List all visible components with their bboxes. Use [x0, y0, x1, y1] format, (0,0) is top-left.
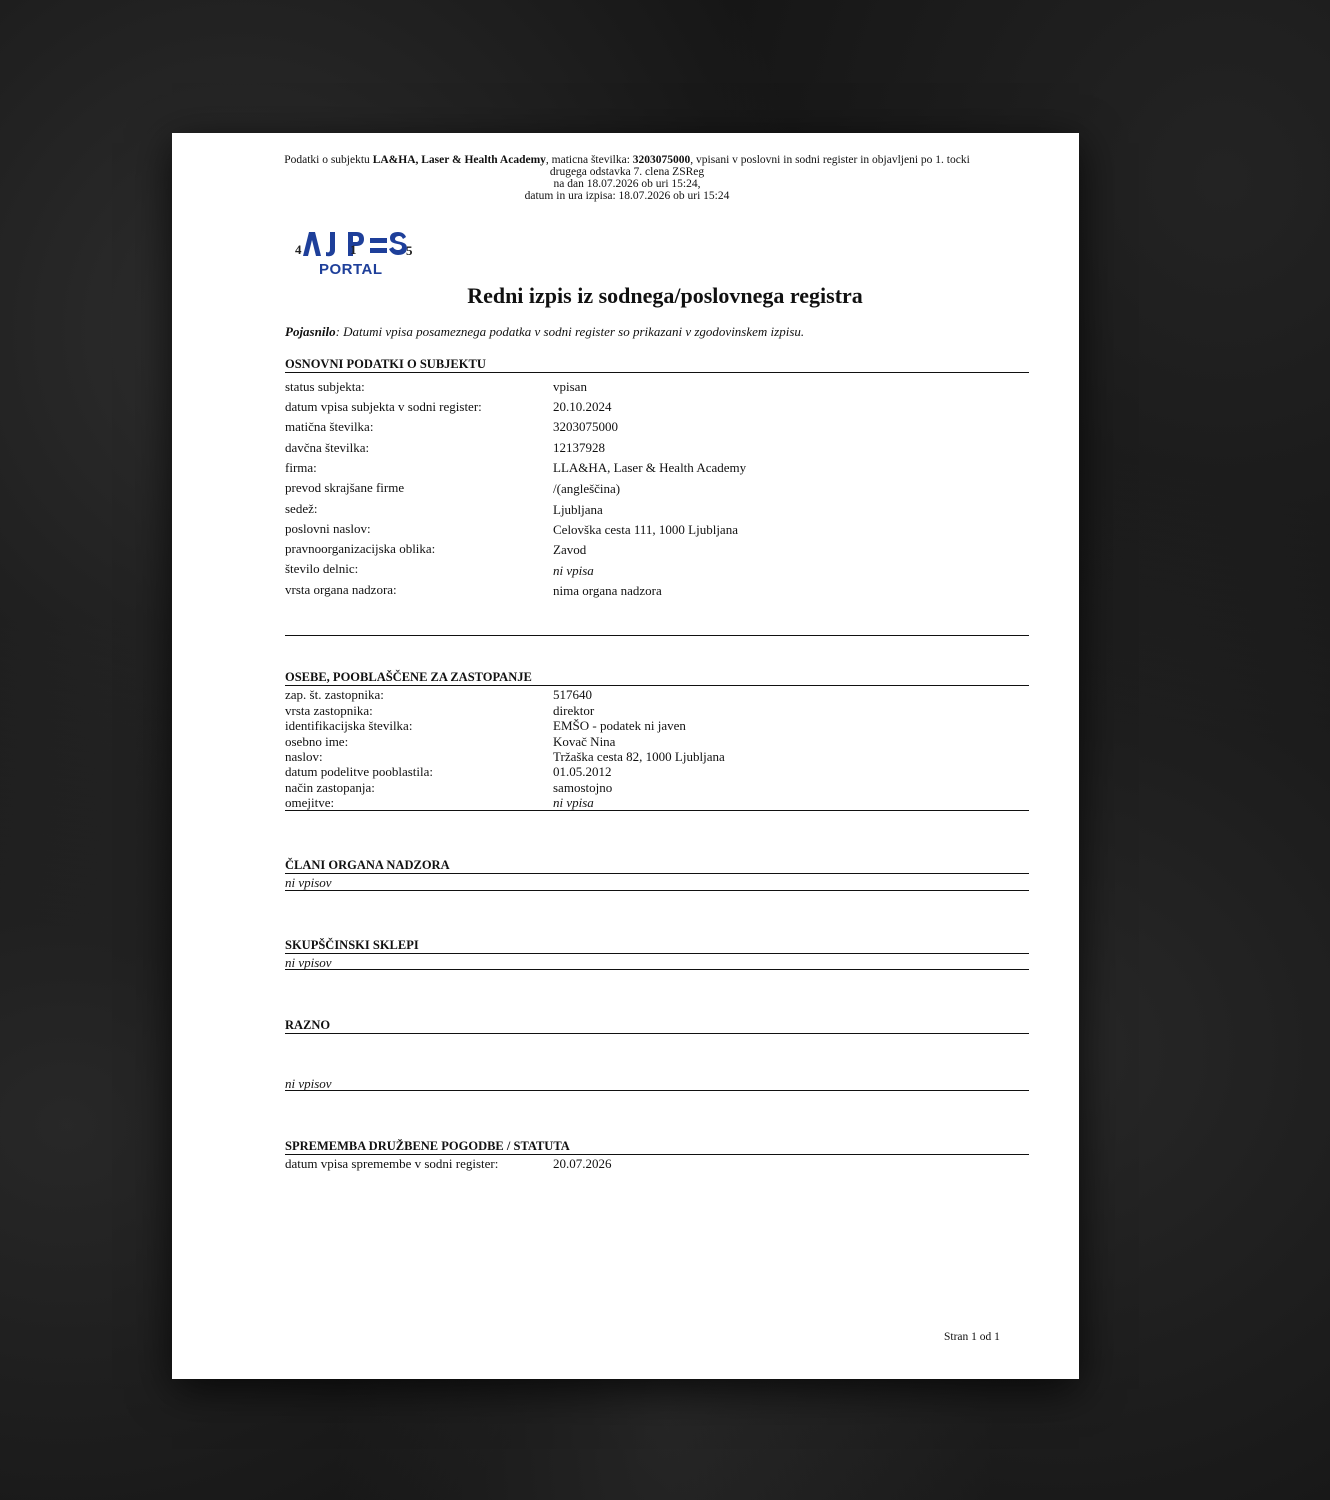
- field-label: matična številka:: [285, 419, 374, 434]
- field-label: pravnoorganizacijska oblika:: [285, 541, 436, 556]
- field-label: vrsta organa nadzora:: [285, 582, 397, 597]
- header-line-4: datum in ura izpisa: 18.07.2026 ob uri 15:24: [524, 190, 730, 202]
- no-entries-note: ni vpisov: [285, 875, 332, 890]
- field-value: samostojno: [553, 780, 613, 795]
- field-label: naslov:: [285, 749, 323, 764]
- register-extract-page: [172, 133, 1079, 1379]
- legend-label: Pojasnilo: [285, 324, 336, 339]
- section-heading-representatives: OSEBE, POOBLAŠČENE ZA ZASTOPANJE: [285, 671, 1029, 686]
- field-value: 20.07.2026: [553, 1156, 612, 1171]
- section-divider: [285, 890, 1029, 891]
- section-divider: [285, 810, 1029, 811]
- logo-digit-4: 4: [295, 242, 302, 257]
- field-label: vrsta zastopnika:: [285, 703, 373, 718]
- field-label: število delnic:: [285, 561, 359, 576]
- field-value: vpisan: [553, 379, 587, 394]
- header-reg-number: 3203075000: [632, 154, 691, 166]
- field-label: način zastopanja:: [285, 780, 375, 795]
- field-label: osebno ime:: [285, 734, 349, 749]
- no-entries-note: ni vpisov: [285, 955, 332, 970]
- legend-text: : Datumi vpisa posameznega podatka v sodni register so prikazani v zgodovinskem izpisu.: [335, 324, 805, 339]
- header-line-2: drugega odstavka 7. clena ZSReg: [549, 166, 705, 178]
- section-heading-misc: RAZNO: [285, 1019, 1029, 1034]
- section-divider: [285, 1090, 1029, 1091]
- field-value: EMŠO - podatek ni javen: [553, 718, 686, 733]
- field-value: Tržaška cesta 82, 1000 Ljubljana: [553, 749, 725, 764]
- logo-digit-1: 1: [350, 242, 357, 257]
- field-value: Kovač Nina: [553, 734, 616, 749]
- field-value: 517640: [553, 687, 592, 702]
- field-value: nima organa nadzora: [553, 583, 662, 598]
- document-title: Redni izpis iz sodnega/poslovnega registra: [467, 283, 863, 308]
- field-value: ni vpisa: [553, 795, 594, 810]
- field-label: firma:: [285, 460, 317, 475]
- field-value: Celovška cesta 111, 1000 Ljubljana: [553, 522, 738, 537]
- field-label: datum vpisa subjekta v sodni register:: [285, 399, 482, 414]
- page-number: Stran 1 od 1: [944, 1331, 1000, 1343]
- section-heading-assembly: SKUPŠČINSKI SKLEPI: [285, 939, 1029, 954]
- field-label: sedež:: [285, 501, 318, 516]
- field-label: datum vpisa spremembe v sodni register:: [285, 1156, 499, 1171]
- field-value: ni vpisa: [553, 563, 594, 578]
- legend-note: [285, 324, 804, 340]
- field-label: poslovni naslov:: [285, 521, 371, 536]
- field-value: 20.10.2024: [553, 399, 612, 414]
- logo-portal-text: PORTAL: [319, 261, 383, 276]
- section-heading-supervisory: ČLANI ORGANA NADZORA: [285, 859, 1029, 874]
- field-label: identifikacijska številka:: [285, 718, 413, 733]
- header-line-3: na dan 18.07.2026 ob uri 15:24,: [553, 178, 701, 190]
- field-value: /(angleščina): [553, 481, 621, 496]
- header-line-1: Podatki o subjektu LA&HA, Laser & Health Academy, maticna številka: 3203075000, vpisani v poslovni in sodni register in objavljeni po 1. tocki: [284, 154, 970, 166]
- field-value: 3203075000: [553, 419, 618, 434]
- field-label: zap. št. zastopnika:: [285, 687, 384, 702]
- field-value: direktor: [553, 703, 595, 718]
- field-label: davčna številka:: [285, 440, 370, 455]
- section-heading-amendment: SPREMEMBA DRUŽBENE POGODBE / STATUTA: [285, 1140, 1029, 1155]
- section-heading-basic: OSNOVNI PODATKI O SUBJEKTU: [285, 358, 1029, 373]
- field-value: 01.05.2012: [553, 764, 612, 779]
- section-divider: [285, 635, 1029, 636]
- logo-digit-5: 5: [406, 243, 413, 258]
- field-label: status subjekta:: [285, 379, 365, 394]
- ajpes-portal-logo: [295, 228, 420, 276]
- field-value: Zavod: [553, 542, 587, 557]
- field-label: datum podelitve pooblastila:: [285, 764, 434, 779]
- field-label: prevod skrajšane firme: [285, 480, 405, 495]
- field-label: omejitve:: [285, 795, 335, 810]
- no-entries-note: ni vpisov: [285, 1076, 332, 1091]
- field-value: LLA&HA, Laser & Health Academy: [553, 460, 747, 475]
- section-divider: [285, 969, 1029, 970]
- field-value: 12137928: [553, 440, 605, 455]
- header-company: LA&HA, Laser & Health Academy: [372, 154, 546, 166]
- field-value: Ljubljana: [553, 502, 603, 517]
- document-header: [232, 154, 1022, 202]
